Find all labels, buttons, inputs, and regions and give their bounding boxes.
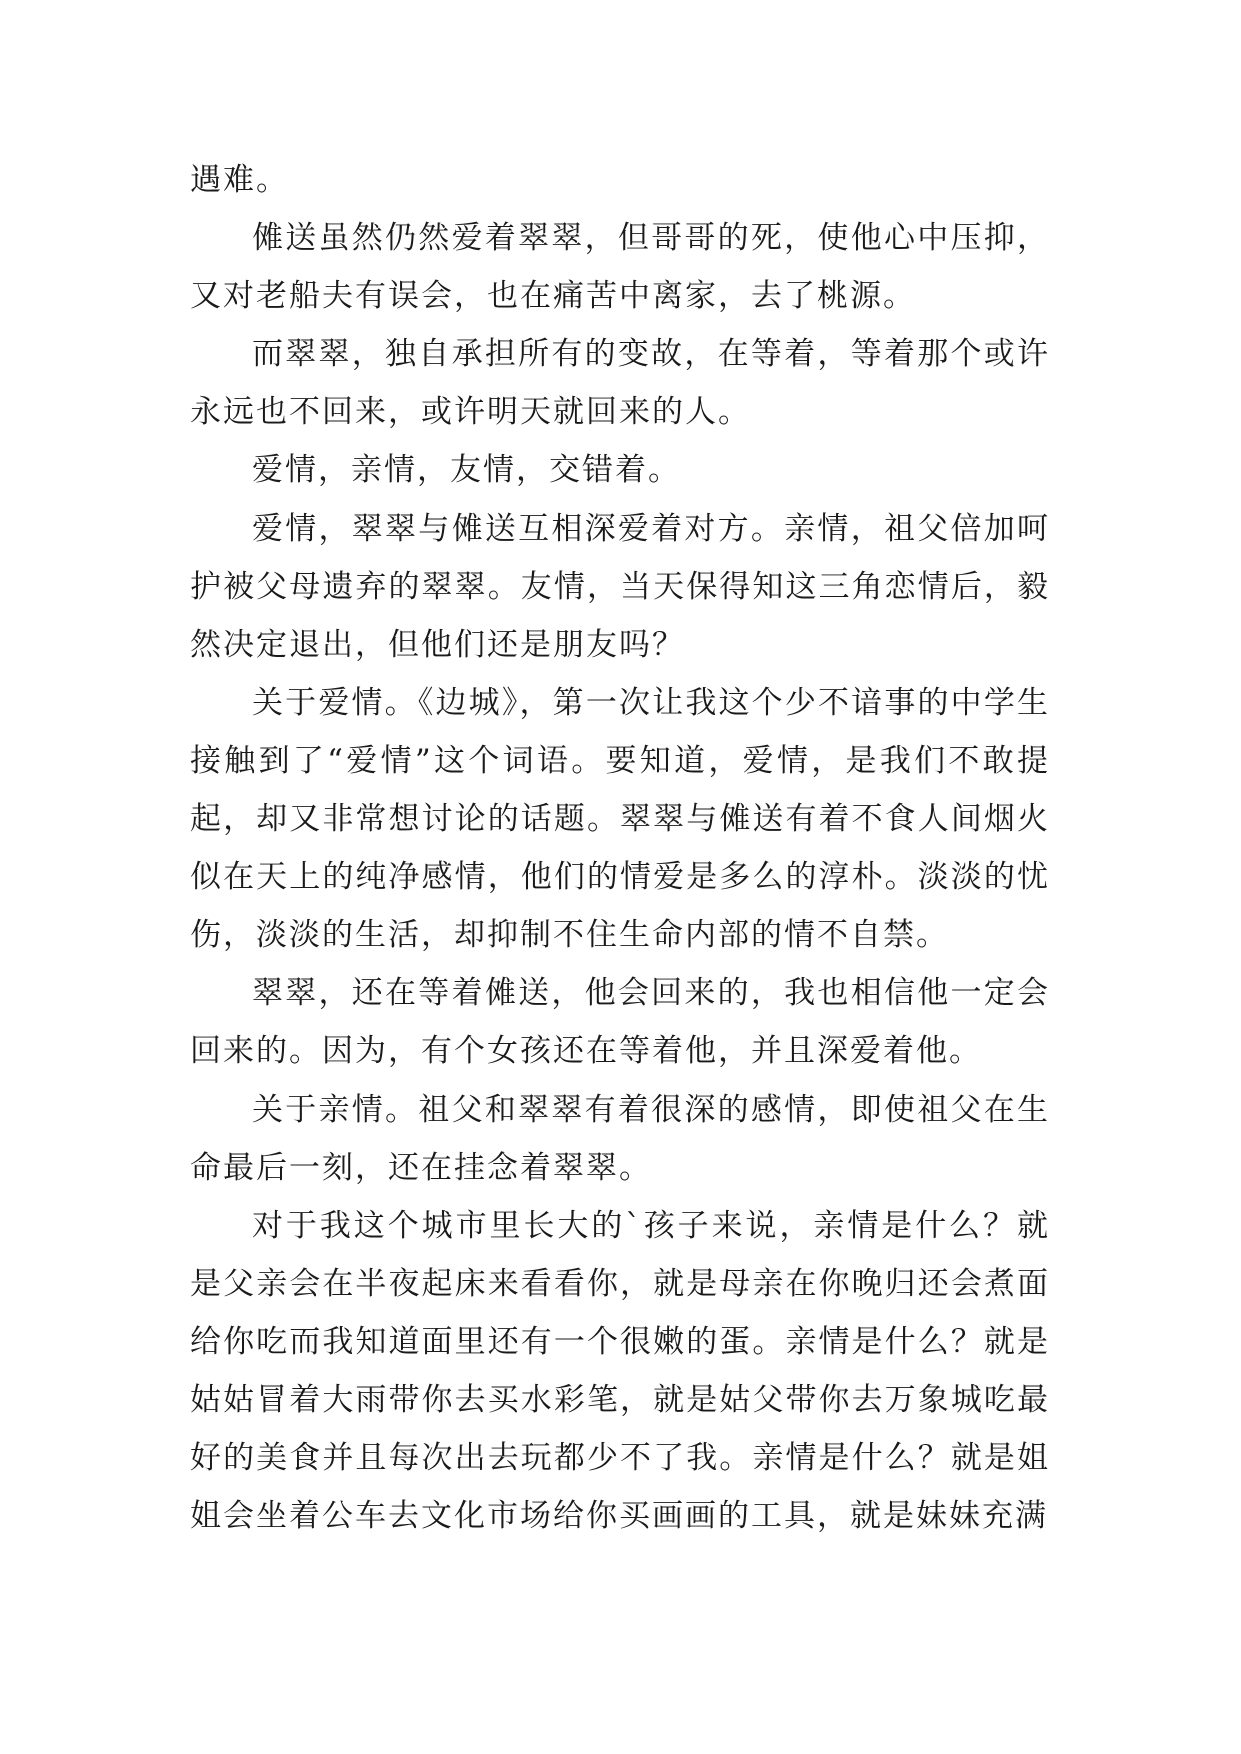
document-body [190,151,1050,1545]
paragraph-8: 关于亲情。祖父和翠翠有着很深的感情，即使祖父在生命最后一刻，还在挂念着翠翠。 [190,1091,1050,1186]
paragraph-1: 遇难。 [190,162,289,198]
paragraph-6: 关于爱情。《边城》，第一次让我这个少不谙事的中学生接触到了“爱情”这个词语。要知道，爱情，是我们不敢提起，却又非常想讨论的话题。翠翠与傩送有着不食人间烟火似在天上的纯净感情，他们的情爱是多么的淳朴。淡淡的忧伤，淡淡的生活，却抑制不住生命内部的情不自禁。 [190,684,1050,954]
paragraph-9: 对于我这个城市里长大的`孩子来说，亲情是什么？就是父亲会在半夜起床来看看你，就是母亲在你晚归还会煮面给你吃而我知道面里还有一个很嫩的蛋。亲情是什么？就是姑姑冒着大雨带你去买水彩笔，就是姑父带你去万象城吃最好的美食并且每次出去玩都少不了我。亲情是什么？就是姐姐会坐着公车去文化市场给你买画画的工具，就是妹妹充满 [190,1207,1050,1535]
paragraph-2: 傩送虽然仍然爱着翠翠，但哥哥的死，使他心中压抑，又对老船夫有误会，也在痛苦中离家，去了桃源。 [190,220,1050,315]
paragraph-7: 翠翠，还在等着傩送，他会回来的，我也相信他一定会回来的。因为，有个女孩还在等着他，并且深爱着他。 [190,975,1050,1070]
paragraph-3: 而翠翠，独自承担所有的变故，在等着，等着那个或许永远也不回来，或许明天就回来的人。 [190,336,1050,431]
paragraph-5: 爱情，翠翠与傩送互相深爱着对方。亲情，祖父倍加呵护被父母遗弃的翠翠。友情，当天保得知这三角恋情后，毅然决定退出，但他们还是朋友吗？ [190,510,1050,663]
paragraph-4: 爱情，亲情，友情，交错着。 [252,452,681,489]
